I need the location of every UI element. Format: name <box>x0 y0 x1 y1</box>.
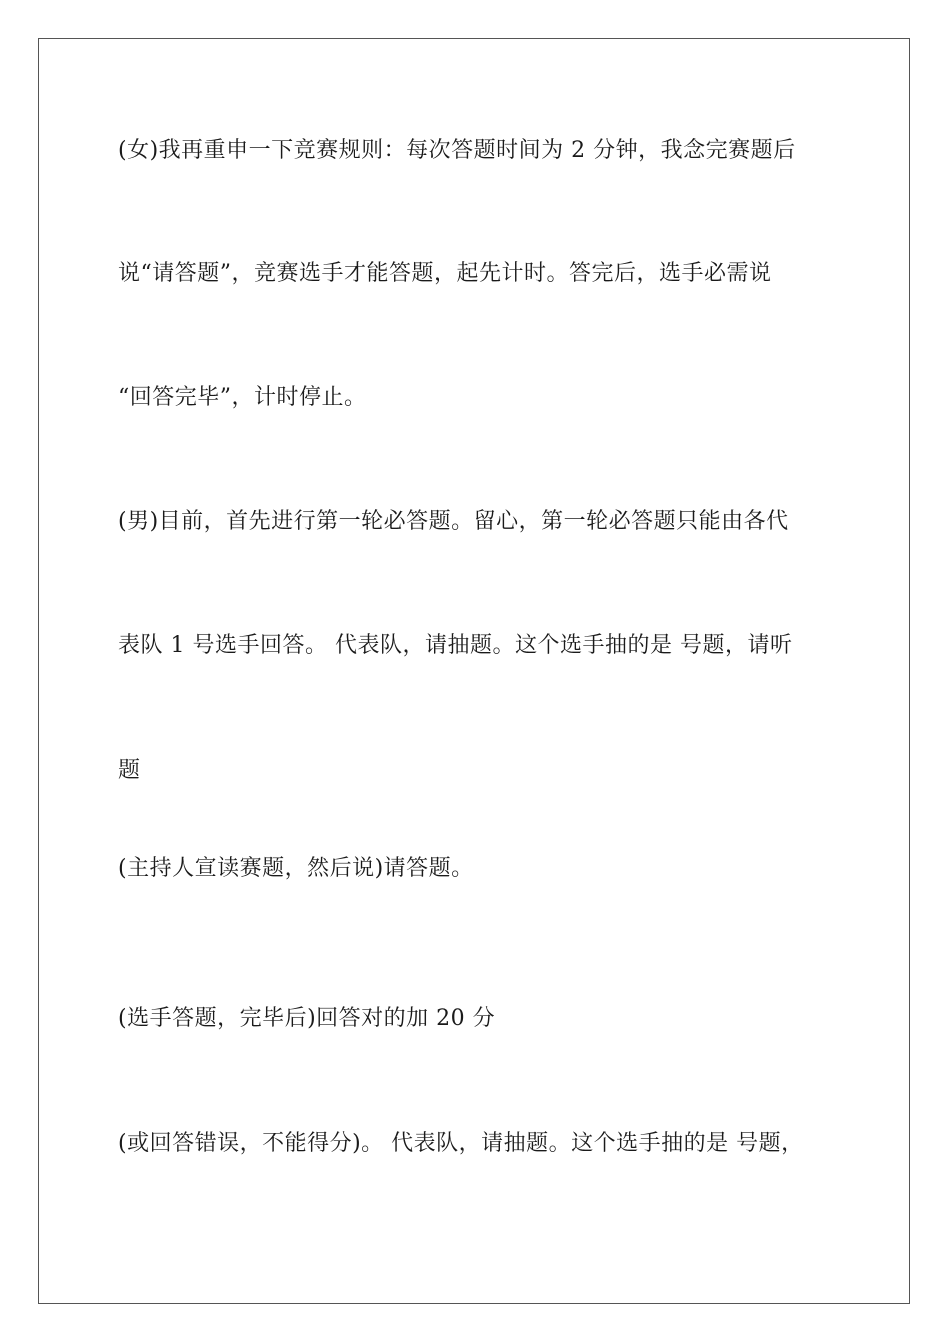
paragraph-line: 题 <box>118 758 141 783</box>
paragraph-line: (选手答题，完毕后)回答对的加 20 分 <box>118 1006 496 1031</box>
paragraph-line: 表队 1 号选手回答。 代表队，请抽题。这个选手抽的是 号题，请听 <box>118 633 793 658</box>
paragraph-line: (女)我再重申一下竞赛规则：每次答题时间为 2 分钟，我念完赛题后 <box>118 138 796 163</box>
paragraph-line: “回答完毕”，计时停止。 <box>118 385 367 410</box>
paragraph-line: (或回答错误，不能得分)。 代表队，请抽题。这个选手抽的是 号题， <box>118 1131 804 1156</box>
page-border <box>38 38 910 1304</box>
paragraph-line: 说“请答题”，竞赛选手才能答题，起先计时。答完后，选手必需说 <box>118 261 772 286</box>
paragraph-line: (主持人宣读赛题，然后说)请答题。 <box>118 856 474 881</box>
paragraph-line: (男)目前，首先进行第一轮必答题。留心，第一轮必答题只能由各代 <box>118 509 789 534</box>
